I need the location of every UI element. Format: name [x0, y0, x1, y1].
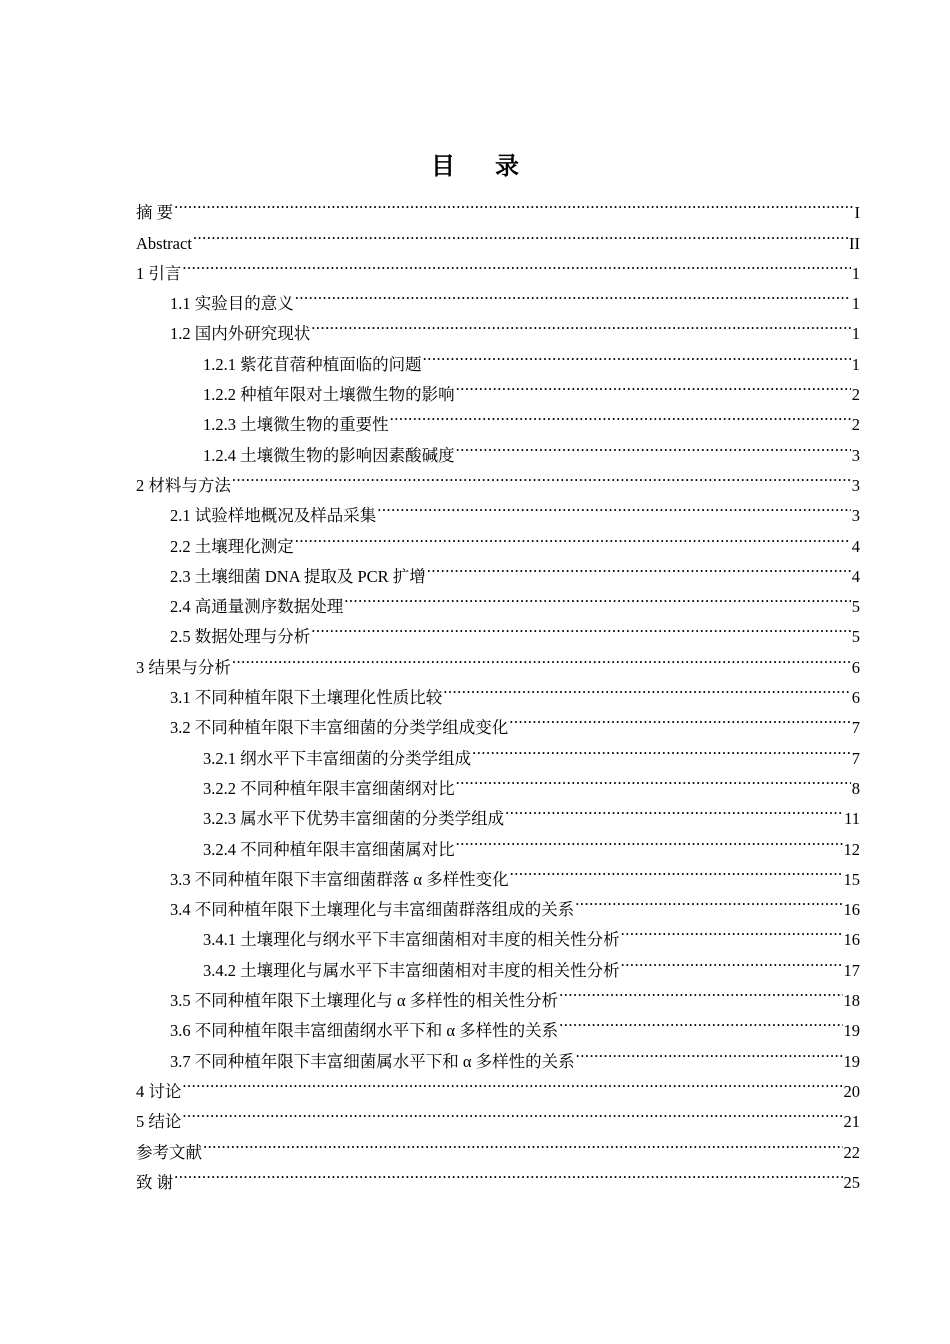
toc-entry-label: 2.5 数据处理与分析: [170, 627, 311, 647]
toc-entry-page-number: 6: [851, 657, 860, 677]
toc-entry-label: 3.4.1 土壤理化与纲水平下丰富细菌相对丰度的相关性分析: [203, 930, 620, 950]
toc-entry-label: 1 引言: [136, 263, 182, 283]
toc-entry-page-number: 25: [843, 1172, 860, 1192]
toc-leader-dots: [344, 582, 851, 612]
toc-leader-dots: [509, 703, 851, 733]
toc-entry-label: 1.2.1 紫花苜蓿种植面临的问题: [203, 354, 422, 374]
toc-entry[interactable]: [136, 218, 860, 253]
toc-entry-label: 1.2.2 种植年限对土壤微生物的影响: [203, 385, 455, 405]
toc-entry-page-number: 1: [851, 324, 860, 344]
toc-leader-dots: [576, 1036, 843, 1066]
toc-entry-label: 3.2 不同种植年限下丰富细菌的分类学组成变化: [170, 718, 509, 738]
toc-leader-dots: [423, 339, 851, 369]
toc-entry-label: 2.3 土壤细菌 DNA 提取及 PCR 扩增: [170, 566, 426, 586]
toc-leader-dots: [232, 461, 851, 491]
toc-entry-label: 5 结论: [136, 1112, 182, 1132]
toc-leader-dots: [456, 824, 843, 854]
toc-entry-label: 1.2 国内外研究现状: [170, 324, 311, 344]
toc-leader-dots: [456, 370, 851, 400]
toc-leader-dots: [472, 733, 851, 763]
toc-leader-dots: [390, 400, 851, 430]
toc-list: [136, 188, 860, 1192]
toc-leader-dots: [505, 794, 843, 824]
toc-entry-label: 3 结果与分析: [136, 657, 231, 677]
toc-entry-page-number: 1: [851, 263, 860, 283]
toc-entry-label: 3.3 不同种植年限下丰富细菌群落 α 多样性变化: [170, 869, 509, 889]
toc-entry-label: 2.4 高通量测序数据处理: [170, 597, 344, 617]
toc-entry-label: 3.5 不同种植年限下土壤理化与 α 多样性的相关性分析: [170, 991, 559, 1011]
toc-entry-label: 3.4 不同种植年限下土壤理化与丰富细菌群落组成的关系: [170, 900, 575, 920]
toc-entry-page-number: 2: [851, 385, 860, 405]
toc-entry-label: 3.1 不同种植年限下土壤理化性质比较: [170, 688, 443, 708]
toc-leader-dots: [427, 552, 851, 582]
toc-entry-page-number: I: [854, 203, 860, 223]
toc-leader-dots: [232, 642, 851, 672]
toc-entry[interactable]: [136, 491, 860, 526]
toc-entry-page-number: 8: [851, 778, 860, 798]
toc-entry[interactable]: [136, 1097, 860, 1132]
toc-entry-page-number: 18: [843, 991, 860, 1011]
toc-entry-page-number: 3: [851, 506, 860, 526]
toc-entry-page-number: 16: [843, 930, 860, 950]
toc-entry[interactable]: [136, 1067, 860, 1101]
toc-entry-page-number: 22: [843, 1142, 860, 1162]
toc-entry-page-number: 4: [851, 566, 860, 586]
toc-entry-label: 2 材料与方法: [136, 475, 231, 495]
toc-leader-dots: [174, 1158, 842, 1188]
toc-entry-page-number: 15: [843, 869, 860, 889]
toc-leader-dots: [311, 309, 851, 339]
toc-leader-dots: [203, 1127, 843, 1157]
toc-entry-page-number: 1: [851, 294, 860, 314]
toc-entry[interactable]: [136, 461, 860, 495]
toc-entry-page-number: 11: [844, 809, 860, 829]
toc-entry-label: 3.2.4 不同种植年限丰富细菌属对比: [203, 839, 455, 859]
toc-leader-dots: [559, 976, 842, 1006]
toc-entry[interactable]: [136, 1158, 860, 1192]
toc-entry-page-number: 1: [851, 354, 860, 374]
toc-entry-page-number: 21: [843, 1112, 860, 1132]
toc-entry-label: 3.2.1 纲水平下丰富细菌的分类学组成: [203, 748, 472, 768]
toc-entry-label: 1.2.4 土壤微生物的影响因素酸碱度: [203, 445, 455, 465]
toc-leader-dots: [575, 885, 842, 915]
toc-entry-page-number: 19: [843, 1051, 860, 1071]
toc-entry-label: 致 谢: [136, 1172, 174, 1192]
toc-entry-label: 3.4.2 土壤理化与属水平下丰富细菌相对丰度的相关性分析: [203, 960, 620, 980]
toc-entry-page-number: 16: [843, 900, 860, 920]
toc-title: 目录: [431, 152, 559, 180]
toc-entry-page-number: 7: [851, 718, 860, 738]
toc-entry-page-number: II: [849, 233, 860, 253]
toc-entry-label: 3.6 不同种植年限丰富细菌纲水平下和 α 多样性的关系: [170, 1021, 559, 1041]
toc-entry[interactable]: [136, 673, 860, 708]
toc-entry-page-number: 3: [851, 475, 860, 495]
toc-entry[interactable]: [136, 642, 860, 677]
toc-leader-dots: [621, 945, 843, 975]
toc-leader-dots: [295, 521, 851, 551]
toc-leader-dots: [311, 612, 851, 642]
toc-entry-page-number: 4: [851, 536, 860, 556]
toc-entry-label: 参考文献: [136, 1142, 202, 1162]
toc-entry-page-number: 6: [851, 688, 860, 708]
toc-leader-dots: [456, 430, 851, 460]
toc-leader-dots: [182, 1067, 842, 1097]
toc-entry[interactable]: [136, 188, 860, 223]
toc-entry-page-number: 2: [851, 415, 860, 435]
toc-leader-dots: [559, 1006, 842, 1036]
toc-leader-dots: [377, 491, 851, 521]
toc-entry[interactable]: [136, 249, 860, 283]
toc-entry-page-number: 5: [851, 597, 860, 617]
toc-entry-page-number: 3: [851, 445, 860, 465]
toc-entry-page-number: 17: [843, 960, 860, 980]
toc-entry[interactable]: [136, 279, 860, 314]
toc-entry-page-number: 20: [843, 1081, 860, 1101]
toc-entry-page-number: 12: [843, 839, 860, 859]
toc-entry-page-number: 5: [851, 627, 860, 647]
toc-leader-dots: [510, 855, 843, 885]
toc-leader-dots: [443, 673, 851, 703]
toc-entry-label: 摘 要: [136, 203, 174, 223]
toc-entry-label: 4 讨论: [136, 1081, 182, 1101]
toc-entry-label: 1.2.3 土壤微生物的重要性: [203, 415, 389, 435]
toc-entry-label: 2.2 土壤理化测定: [170, 536, 294, 556]
toc-entry-label: 1.1 实验目的意义: [170, 294, 294, 314]
toc-leader-dots: [295, 279, 851, 309]
toc-leader-dots: [621, 915, 843, 945]
toc-entry[interactable]: [136, 1127, 860, 1162]
toc-leader-dots: [182, 1097, 842, 1127]
toc-leader-dots: [193, 218, 848, 248]
toc-entry-page-number: 7: [851, 748, 860, 768]
toc-entry-page-number: 19: [843, 1021, 860, 1041]
toc-leader-dots: [174, 188, 853, 218]
toc-entry-label: 3.7 不同种植年限下丰富细菌属水平下和 α 多样性的关系: [170, 1051, 575, 1071]
toc-entry-label: 3.2.2 不同种植年限丰富细菌纲对比: [203, 778, 455, 798]
toc-entry-label: 3.2.3 属水平下优势丰富细菌的分类学组成: [203, 809, 505, 829]
toc-leader-dots: [456, 764, 851, 794]
toc-entry-label: Abstract: [136, 233, 192, 253]
toc-entry-label: 2.1 试验样地概况及样品采集: [170, 506, 377, 526]
toc-leader-dots: [182, 249, 850, 279]
